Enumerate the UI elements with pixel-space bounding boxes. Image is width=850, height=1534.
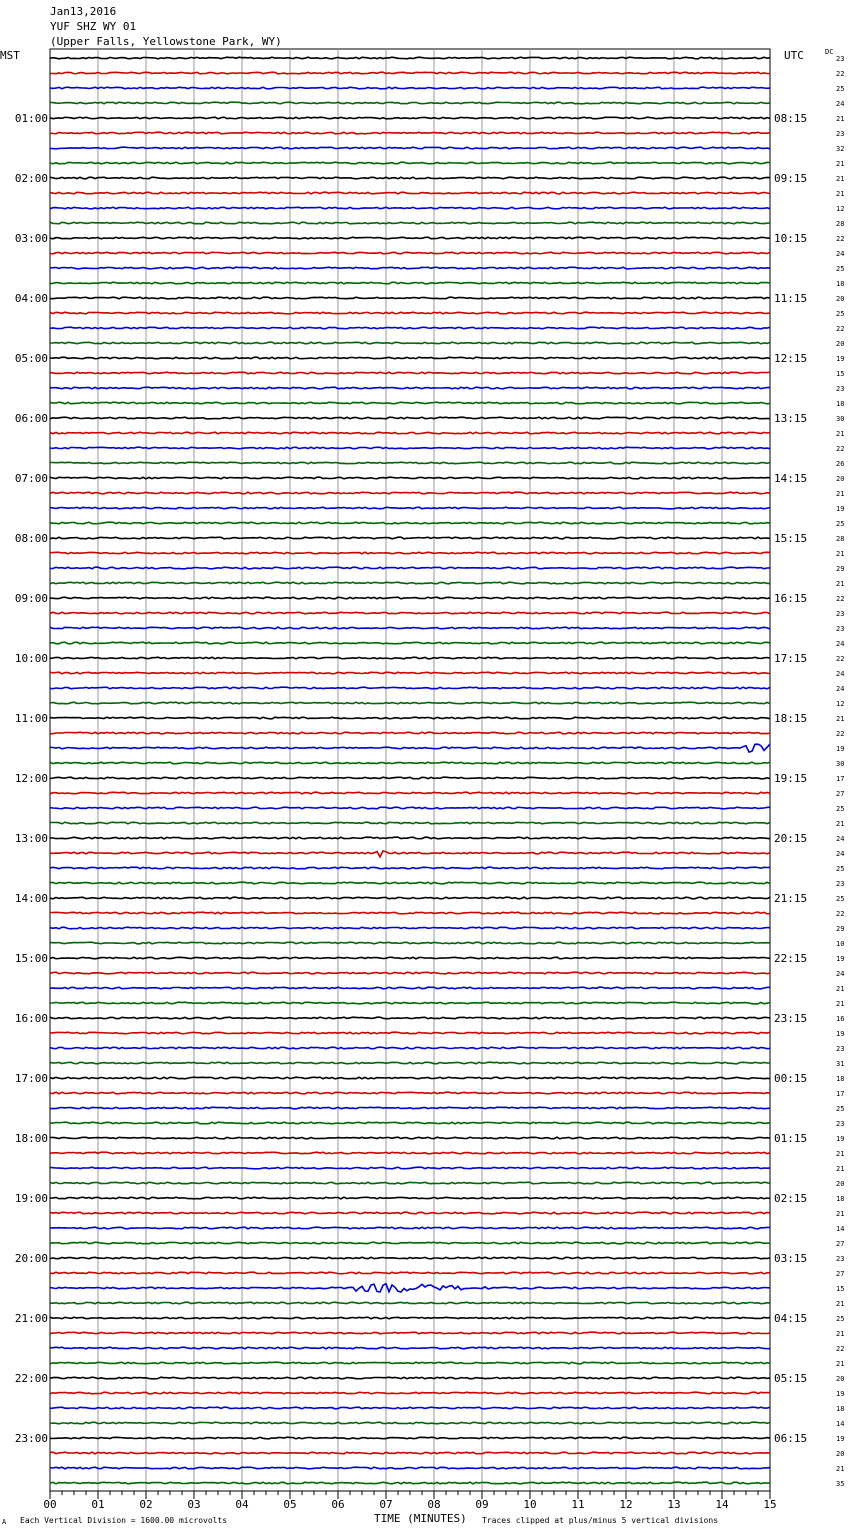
hour-label-mst: 13:00 [14, 832, 48, 845]
corner-mark: A [2, 1518, 7, 1526]
seismic-trace [50, 1407, 770, 1409]
seismic-trace [50, 132, 770, 134]
seismic-trace [50, 957, 770, 959]
seismic-trace [50, 282, 770, 284]
seismic-trace [50, 1332, 770, 1334]
dc-offset-label: 25 [836, 1105, 845, 1113]
seismic-trace [50, 222, 770, 224]
seismic-trace [50, 867, 770, 869]
dc-offset-label: 21 [836, 550, 845, 558]
seismic-trace [50, 912, 770, 914]
dc-offset-label: 21 [836, 1165, 845, 1173]
seismic-trace [50, 57, 770, 59]
hour-label-mst: 01:00 [14, 112, 48, 125]
seismic-trace [50, 822, 770, 824]
seismic-trace [50, 342, 770, 344]
dc-offset-label: 20 [836, 340, 845, 348]
plot-frame [50, 49, 770, 1491]
seismic-trace [50, 1242, 770, 1244]
dc-offset-label: 15 [836, 1285, 845, 1293]
hour-label-utc: 22:15 [774, 952, 808, 965]
dc-offset-label: 29 [836, 925, 845, 933]
hour-label-mst: 07:00 [14, 472, 48, 485]
dc-offset-label: 24 [836, 670, 845, 678]
dc-offset-label: 22 [836, 910, 845, 918]
seismic-trace [50, 1047, 770, 1049]
dc-offset-label: 25 [836, 805, 845, 813]
dc-offset-label: 18 [836, 1195, 845, 1203]
seismic-trace [50, 177, 770, 179]
seismic-trace [50, 1362, 770, 1364]
seismic-trace [50, 1422, 770, 1424]
hour-label-mst: 10:00 [14, 652, 48, 665]
hour-label-mst: 19:00 [14, 1192, 48, 1205]
seismic-trace [50, 1122, 770, 1124]
dc-offset-label: 21 [836, 1465, 845, 1473]
seismic-trace [50, 507, 770, 509]
seismic-trace [50, 1437, 770, 1439]
hour-label-utc: 11:15 [774, 292, 808, 305]
hour-label-mst: 15:00 [14, 952, 48, 965]
dc-offset-label: 23 [836, 880, 845, 888]
hour-label-utc: 12:15 [774, 352, 808, 365]
seismic-trace [50, 732, 770, 734]
hour-label-utc: 16:15 [774, 592, 808, 605]
seismic-trace [50, 327, 770, 329]
hour-label-mst: 14:00 [14, 892, 48, 905]
seismic-trace [50, 702, 770, 704]
x-tick-label: 09 [475, 1498, 489, 1511]
dc-offset-label: 28 [836, 220, 845, 228]
x-tick-label: 14 [715, 1498, 729, 1511]
seismic-trace [50, 882, 770, 884]
dc-offset-label: 18 [836, 1075, 845, 1083]
x-tick-label: 03 [187, 1498, 201, 1511]
seismic-trace [50, 1092, 770, 1094]
dc-offset-label: 20 [836, 295, 845, 303]
seismic-trace [50, 192, 770, 194]
dc-offset-header: DC [825, 48, 834, 56]
seismic-trace [50, 1167, 770, 1169]
x-tick-label: 12 [619, 1498, 633, 1511]
seismic-trace [50, 672, 770, 674]
seismic-trace [50, 1317, 770, 1319]
seismic-trace [50, 552, 770, 554]
dc-offset-label: 23 [836, 55, 845, 63]
dc-offset-label: 21 [836, 715, 845, 723]
hour-label-utc: 18:15 [774, 712, 808, 725]
seismic-trace [50, 1017, 770, 1019]
dc-offset-label: 19 [836, 1390, 845, 1398]
dc-offset-label: 19 [836, 355, 845, 363]
hour-label-utc: 19:15 [774, 772, 808, 785]
seismic-trace [50, 1257, 770, 1259]
seismic-trace [50, 162, 770, 164]
dc-offset-label: 25 [836, 85, 845, 93]
seismic-trace [50, 1107, 770, 1109]
dc-offset-label: 19 [836, 955, 845, 963]
x-tick-label: 10 [523, 1498, 537, 1511]
x-tick-label: 05 [283, 1498, 297, 1511]
dc-offset-label: 27 [836, 1240, 845, 1248]
seismic-trace [50, 762, 770, 764]
dc-offset-label: 25 [836, 895, 845, 903]
dc-offset-label: 18 [836, 1405, 845, 1413]
seismic-trace [50, 207, 770, 209]
dc-offset-label: 15 [836, 370, 845, 378]
hour-label-utc: 02:15 [774, 1192, 808, 1205]
dc-offset-label: 19 [836, 505, 845, 513]
seismic-trace [50, 1392, 770, 1394]
hour-label-mst: 06:00 [14, 412, 48, 425]
hour-label-utc: 20:15 [774, 832, 808, 845]
seismic-trace [50, 1152, 770, 1154]
seismic-trace [50, 462, 770, 464]
hour-label-utc: 13:15 [774, 412, 808, 425]
dc-offset-label: 20 [836, 1450, 845, 1458]
seismic-trace [50, 642, 770, 644]
dc-offset-label: 14 [836, 1420, 845, 1428]
dc-offset-label: 16 [836, 1015, 845, 1023]
dc-offset-label: 29 [836, 565, 845, 573]
dc-offset-label: 27 [836, 1270, 845, 1278]
dc-offset-label: 21 [836, 820, 845, 828]
seismic-trace [50, 597, 770, 599]
dc-offset-label: 22 [836, 595, 845, 603]
hour-label-mst: 09:00 [14, 592, 48, 605]
hour-label-mst: 16:00 [14, 1012, 48, 1025]
dc-offset-label: 24 [836, 970, 845, 978]
dc-offset-label: 21 [836, 1210, 845, 1218]
hour-label-utc: 08:15 [774, 112, 808, 125]
seismic-trace [50, 432, 770, 434]
seismic-trace [50, 1347, 770, 1349]
hour-label-utc: 06:15 [774, 1432, 808, 1445]
hour-label-utc: 23:15 [774, 1012, 808, 1025]
dc-offset-label: 21 [836, 985, 845, 993]
seismic-trace [50, 1302, 770, 1304]
seismic-trace [50, 1467, 770, 1469]
seismic-trace [50, 1284, 770, 1292]
hour-label-utc: 04:15 [774, 1312, 808, 1325]
hour-label-mst: 02:00 [14, 172, 48, 185]
dc-offset-label: 25 [836, 310, 845, 318]
dc-offset-label: 17 [836, 1090, 845, 1098]
x-tick-label: 01 [91, 1498, 105, 1511]
seismic-trace [50, 237, 770, 239]
dc-offset-label: 21 [836, 1300, 845, 1308]
x-tick-label: 06 [331, 1498, 345, 1511]
x-tick-label: 13 [667, 1498, 681, 1511]
dc-offset-label: 18 [836, 280, 845, 288]
dc-offset-label: 24 [836, 835, 845, 843]
dc-offset-label: 27 [836, 790, 845, 798]
seismic-trace [50, 72, 770, 74]
x-tick-label: 04 [235, 1498, 249, 1511]
dc-offset-label: 35 [836, 1480, 845, 1488]
dc-offset-label: 22 [836, 70, 845, 78]
hour-label-mst: 18:00 [14, 1132, 48, 1145]
dc-offset-label: 22 [836, 445, 845, 453]
dc-offset-label: 20 [836, 1375, 845, 1383]
seismic-trace [50, 807, 770, 809]
hour-label-mst: 20:00 [14, 1252, 48, 1265]
seismic-trace [50, 267, 770, 269]
seismic-trace [50, 447, 770, 449]
dc-offset-label: 23 [836, 1255, 845, 1263]
dc-offset-label: 26 [836, 460, 845, 468]
dc-offset-label: 17 [836, 775, 845, 783]
seismic-trace [50, 117, 770, 119]
dc-offset-label: 23 [836, 1045, 845, 1053]
seismic-trace [50, 717, 770, 719]
x-tick-label: 15 [763, 1498, 777, 1511]
seismic-trace [50, 837, 770, 839]
hour-label-utc: 17:15 [774, 652, 808, 665]
hour-label-mst: 11:00 [14, 712, 48, 725]
dc-offset-label: 19 [836, 745, 845, 753]
seismic-trace [50, 927, 770, 929]
seismic-trace [50, 1002, 770, 1004]
dc-offset-label: 22 [836, 325, 845, 333]
seismic-trace [50, 1212, 770, 1214]
dc-offset-label: 24 [836, 850, 845, 858]
dc-offset-label: 28 [836, 535, 845, 543]
seismic-trace [50, 387, 770, 389]
dc-offset-label: 22 [836, 1345, 845, 1353]
seismic-trace [50, 1377, 770, 1379]
seismic-trace [50, 402, 770, 404]
dc-offset-label: 21 [836, 1330, 845, 1338]
seismic-trace [50, 477, 770, 479]
seismic-trace [50, 297, 770, 299]
hour-label-utc: 01:15 [774, 1132, 808, 1145]
x-tick-label: 00 [43, 1498, 57, 1511]
dc-offset-label: 24 [836, 640, 845, 648]
dc-offset-label: 20 [836, 1180, 845, 1188]
seismic-trace [50, 1272, 770, 1274]
dc-offset-label: 19 [836, 1135, 845, 1143]
dc-offset-label: 22 [836, 730, 845, 738]
dc-offset-label: 21 [836, 1360, 845, 1368]
left-axis-timezone: MST [0, 49, 20, 62]
hour-label-utc: 03:15 [774, 1252, 808, 1265]
dc-offset-label: 21 [836, 175, 845, 183]
hour-label-mst: 23:00 [14, 1432, 48, 1445]
hour-label-mst: 21:00 [14, 1312, 48, 1325]
dc-offset-label: 23 [836, 625, 845, 633]
seismic-trace [50, 987, 770, 989]
seismic-trace [50, 777, 770, 779]
right-axis-timezone: UTC [784, 49, 804, 62]
hour-label-mst: 03:00 [14, 232, 48, 245]
plot-date: Jan13,2016 [50, 5, 117, 18]
seismic-trace [50, 792, 770, 794]
station-code: YUF SHZ WY 01 [50, 20, 137, 33]
dc-offset-label: 23 [836, 610, 845, 618]
hour-label-utc: 09:15 [774, 172, 808, 185]
dc-offset-label: 30 [836, 760, 845, 768]
dc-offset-label: 21 [836, 115, 845, 123]
seismic-trace [50, 492, 770, 494]
dc-offset-label: 21 [836, 190, 845, 198]
dc-offset-label: 21 [836, 1000, 845, 1008]
hour-label-utc: 00:15 [774, 1072, 808, 1085]
seismic-trace [50, 1032, 770, 1034]
dc-offset-label: 21 [836, 1150, 845, 1158]
seismic-trace [50, 102, 770, 104]
seismic-trace [50, 1482, 770, 1484]
hour-label-mst: 08:00 [14, 532, 48, 545]
seismic-trace [50, 252, 770, 254]
seismic-trace [50, 657, 770, 659]
scale-note: Each Vertical Division = 1600.00 microvolts [20, 1516, 228, 1525]
seismic-trace [50, 851, 770, 857]
dc-offset-label: 20 [836, 475, 845, 483]
hour-label-utc: 05:15 [774, 1372, 808, 1385]
seismic-trace [50, 897, 770, 899]
seismic-trace [50, 1227, 770, 1229]
dc-offset-label: 31 [836, 1060, 845, 1068]
hour-label-mst: 17:00 [14, 1072, 48, 1085]
dc-offset-label: 22 [836, 235, 845, 243]
seismic-trace [50, 87, 770, 89]
seismic-trace [50, 1077, 770, 1079]
hour-label-utc: 14:15 [774, 472, 808, 485]
hour-label-mst: 04:00 [14, 292, 48, 305]
x-tick-label: 02 [139, 1498, 153, 1511]
x-tick-label: 07 [379, 1498, 393, 1511]
hour-label-utc: 21:15 [774, 892, 808, 905]
seismic-trace [50, 1137, 770, 1139]
dc-offset-label: 14 [836, 1225, 845, 1233]
x-axis-title: TIME (MINUTES) [374, 1512, 467, 1525]
hour-label-utc: 10:15 [774, 232, 808, 245]
dc-offset-label: 25 [836, 265, 845, 273]
seismic-trace [50, 582, 770, 584]
dc-offset-label: 25 [836, 1315, 845, 1323]
seismic-trace [50, 1062, 770, 1064]
dc-offset-label: 21 [836, 580, 845, 588]
dc-offset-label: 21 [836, 160, 845, 168]
hour-label-mst: 05:00 [14, 352, 48, 365]
dc-offset-label: 23 [836, 130, 845, 138]
station-location: (Upper Falls, Yellowstone Park, WY) [50, 35, 282, 48]
dc-offset-label: 19 [836, 1435, 845, 1443]
seismic-trace [50, 567, 770, 569]
dc-offset-label: 18 [836, 400, 845, 408]
seismic-trace [50, 357, 770, 359]
dc-offset-label: 24 [836, 685, 845, 693]
dc-offset-label: 12 [836, 700, 845, 708]
dc-offset-label: 12 [836, 205, 845, 213]
x-tick-label: 08 [427, 1498, 441, 1511]
seismic-trace [50, 972, 770, 974]
clip-note: Traces clipped at plus/minus 5 vertical divisions [482, 1516, 719, 1525]
dc-offset-label: 22 [836, 655, 845, 663]
hour-label-mst: 22:00 [14, 1372, 48, 1385]
seismic-trace [50, 417, 770, 419]
dc-offset-label: 21 [836, 430, 845, 438]
seismic-trace [50, 312, 770, 314]
hour-label-utc: 15:15 [774, 532, 808, 545]
seismic-trace [50, 522, 770, 524]
dc-offset-label: 10 [836, 940, 845, 948]
dc-offset-label: 24 [836, 250, 845, 258]
seismic-trace [50, 1197, 770, 1199]
dc-offset-label: 30 [836, 415, 845, 423]
seismic-trace [50, 687, 770, 689]
x-tick-label: 11 [571, 1498, 585, 1511]
seismic-trace [50, 147, 770, 149]
seismic-trace [50, 537, 770, 539]
hour-label-mst: 12:00 [14, 772, 48, 785]
seismic-trace [50, 1452, 770, 1454]
seismic-trace [50, 744, 770, 752]
dc-offset-label: 23 [836, 1120, 845, 1128]
dc-offset-label: 32 [836, 145, 845, 153]
dc-offset-label: 24 [836, 100, 845, 108]
seismic-trace [50, 372, 770, 374]
dc-offset-label: 19 [836, 1030, 845, 1038]
seismic-trace [50, 612, 770, 614]
dc-offset-label: 25 [836, 520, 845, 528]
dc-offset-label: 25 [836, 865, 845, 873]
seismic-trace [50, 942, 770, 944]
seismic-trace [50, 1182, 770, 1184]
seismic-trace [50, 627, 770, 629]
dc-offset-label: 21 [836, 490, 845, 498]
dc-offset-label: 23 [836, 385, 845, 393]
